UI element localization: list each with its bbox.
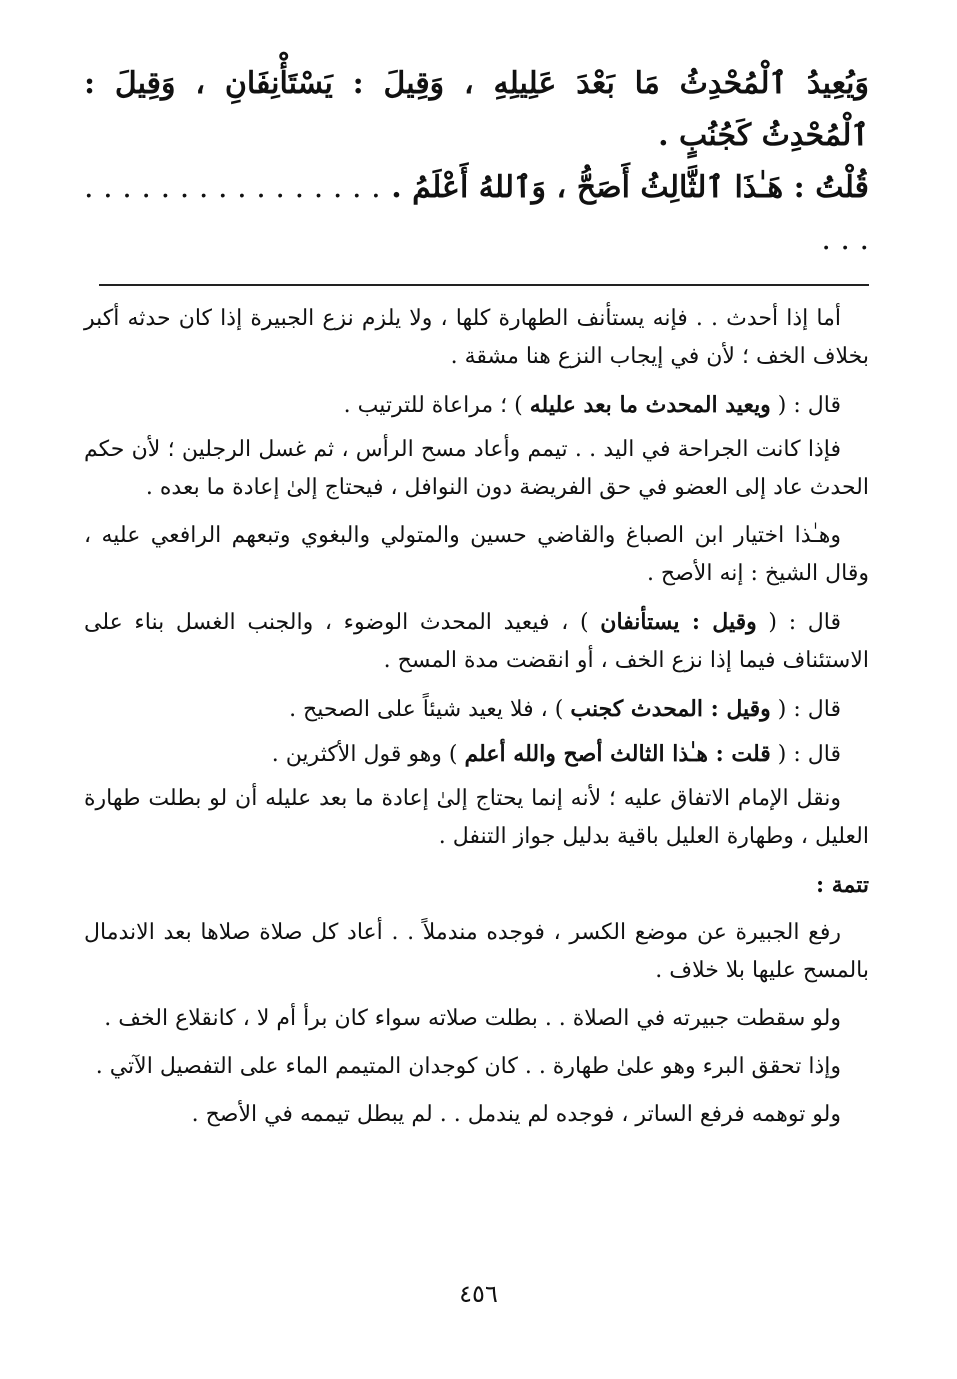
quote-close: ) وهو قول الأكثرين .: [271, 742, 465, 767]
page-number: ٤٥٦: [459, 1280, 498, 1308]
commentary-paragraph-2: [84, 386, 869, 425]
main-text-dots: . . . . . . . . . . . . . . . . . . .: [84, 170, 869, 257]
quoted-matn: ويعيد المحدث ما بعد عليله: [529, 392, 771, 418]
commentary: [84, 300, 869, 1134]
commentary-paragraph-5: [84, 603, 869, 680]
commentary-paragraph-4: وهـٰذا اختيار ابن الصباغ والقاضي حسين والمتولي والبغوي وتبعهم الرافعي عليه ، وقال الشيخ : إنه الأصح .: [84, 523, 869, 586]
main-text: [84, 58, 869, 266]
quoted-matn: وقيل : المحدث كجنب: [570, 696, 771, 722]
book-page: [84, 58, 869, 1144]
separator-rule: [99, 284, 869, 286]
quote-open: قال : (: [770, 393, 841, 418]
tatimma-paragraph-1: رفع الجبيرة عن موضع الكسر ، فوجده مندملاً . . أعاد كل صلاة صلاها بعد الاندمال بالمسح عليها بلا خلاف .: [84, 920, 869, 983]
tatimma-paragraph-3: وإذا تحقق البرء وهو علىٰ طهارة . . كان كوجدان المتيمم الماء على التفصيل الآتي .: [95, 1054, 841, 1079]
commentary-paragraph-8: ونقل الإمام الاتفاق عليه ؛ لأنه إنما يحتاج إلىٰ إعادة ما بعد عليله أن لو بطلت طهارة العليل ، وطهارة العليل باقية بدليل جواز التنفل .: [84, 786, 869, 849]
quote-close: ) ، فيعيد المحدث الوضوء ، والجنب الغسل بناء على الاستئناف فيما إذا نزع الخف ، أو انقضت مدة المسح .: [84, 610, 869, 673]
main-text-line-1: وَيُعِيدُ ٱلْمُحْدِثُ مَا بَعْدَ عَلِيلِهِ ، وَقِيلَ : يَسْتَأْنِفَانِ ، وَقِيلَ : ٱلْمُحْدِثُ كَجُنُبٍ .: [84, 66, 869, 153]
quote-open: قال : (: [770, 742, 841, 767]
tatimma-paragraph-2: ولو سقطت جبيرته في الصلاة . . بطلت صلاته سواء كان برأ أم لا ، كانقلاع الخف .: [104, 1006, 841, 1031]
quote-open: قال : (: [756, 610, 841, 635]
section-heading-tatimma: تتمة :: [815, 872, 869, 898]
quote-close: ) ، فلا يعيد شيئاً على الصحيح .: [289, 697, 571, 722]
tatimma-paragraph-4: ولو توهمه فرفع الساتر ، فوجده لم يندمل . . لم يبطل تيممه في الأصح .: [191, 1102, 841, 1127]
main-text-line-2: [84, 162, 869, 266]
quoted-matn: قلت : هـٰذا الثالث أصح والله أعلم: [464, 741, 771, 767]
quote-close: ) ؛ مراعاة للترتيب .: [343, 393, 530, 418]
main-text-line-2-text: قُلْتُ : هَـٰذَا ٱلثَّالِثُ أَصَحُّ ، وَٱللهُ أَعْلَمُ .: [391, 170, 869, 205]
quote-open: قال : (: [770, 697, 841, 722]
quoted-matn: وقيل : يستأنفان: [600, 609, 757, 635]
commentary-paragraph-1: أما إذا أحدث . . فإنه يستأنف الطهارة كلها ، ولا يلزم نزع الجبيرة إذا كان حدثه أكبر بخلاف الخف ؛ لأن في إيجاب النزع هنا مشقة .: [84, 306, 869, 369]
commentary-paragraph-3: فإذا كانت الجراحة في اليد . . تيمم وأعاد مسح الرأس ، ثم غسل الرجلين ؛ لأن حكم الحدث عاد إلى العضو في حق الفريضة دون النوافل ، فيحتاج إلىٰ إعادة ما بعده .: [84, 437, 869, 500]
commentary-paragraph-6: [84, 690, 869, 729]
commentary-paragraph-7: [84, 735, 869, 774]
